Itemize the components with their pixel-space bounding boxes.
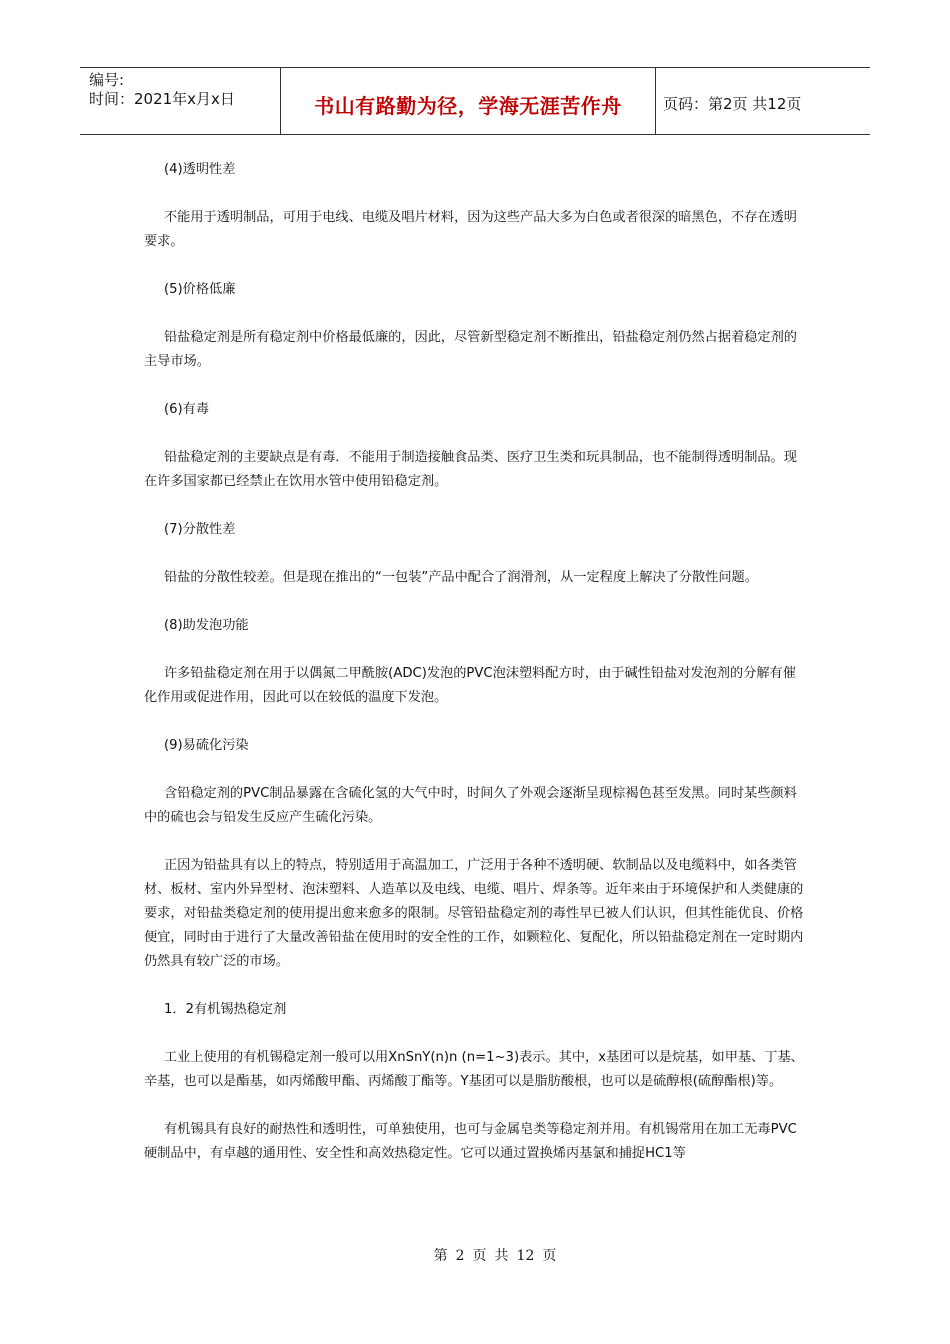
motto-text: 书山有路勤为径，学海无涯苦作舟 — [314, 93, 622, 118]
body-paragraph: 不能用于透明制品，可用于电线、电缆及唱片材料，因为这些产品大多为白色或者很深的暗黑色，不存在透明要求。 — [144, 210, 797, 249]
body-paragraph: 有机锡具有良好的耐热性和透明性，可单独使用，也可与金属皂类等稳定剂并用。有机锡常用在加工无毒PVC硬制品中，有卓越的通用性、安全性和高效热稳定性。它可以通过置换烯丙基氯和捕捉HC1等 — [144, 1122, 797, 1161]
section-heading: (7)分散性差 — [164, 522, 236, 537]
header-page-info — [656, 68, 870, 134]
body-paragraph: 含铅稳定剂的PVC制品暴露在含硫化氢的大气中时，时间久了外观会逐渐呈现棕褐色甚至发黑。同时某些颜料中的硫也会与铅发生反应产生硫化污染。 — [144, 786, 797, 825]
page-info-text: 页码：第2页 共12页 — [663, 94, 802, 113]
header-motto-cell — [281, 68, 656, 134]
body-paragraph: 工业上使用的有机锡稳定剂一般可以用XnSnY(n)n (n=1~3)表示。其中，x基团可以是烷基，如甲基、丁基、辛基，也可以是酯基，如丙烯酸甲酯、丙烯酸丁酯等。Y基团可以是脂肪酸根，也可以是硫醇根(硫醇酯根)等。 — [144, 1050, 804, 1089]
page-header — [80, 67, 870, 135]
section-heading: (4)透明性差 — [164, 162, 236, 177]
body-paragraph: 铅盐稳定剂的主要缺点是有毒．不能用于制造接触食品类、医疗卫生类和玩具制品，也不能制得透明制品。现在许多国家都已经禁止在饮用水管中使用铅稳定剂。 — [144, 450, 797, 489]
section-heading: (5)价格低廉 — [164, 282, 236, 297]
header-meta — [80, 68, 281, 134]
footer-total-pages: 12 — [516, 1248, 535, 1264]
section-heading: (9)易硫化污染 — [164, 738, 249, 753]
page-footer — [0, 1245, 950, 1265]
time-label: 时间：2021年x月x日 — [89, 90, 235, 108]
body-paragraph: 铅盐的分散性较差。但是现在推出的“一包装”产品中配合了润滑剂，从一定程度上解决了分散性问题。 — [164, 570, 758, 585]
section-heading: (6)有毒 — [164, 402, 210, 417]
footer-word-ye: 页 — [472, 1248, 487, 1264]
section-heading: 1．2有机锡热稳定剂 — [164, 1002, 287, 1017]
body-paragraph: 许多铅盐稳定剂在用于以偶氮二甲酰胺(ADC)发泡的PVC泡沫塑料配方时，由于碱性铅盐对发泡剂的分解有催化作用或促进作用，因此可以在较低的温度下发泡。 — [144, 666, 796, 705]
document-body — [144, 158, 804, 1190]
body-paragraph: 正因为铅盐具有以上的特点，特别适用于高温加工，广泛用于各种不透明硬、软制品以及电缆料中，如各类管材、板材、室内外异型材、泡沫塑料、人造革以及电线、电缆、唱片、焊条等。近年来由于环境保护和人类健康的要求，对铅盐类稳定剂的使用提出愈来愈多的限制。尽管铅盐稳定剂的毒性早已被人们认识，但其性能优良、价格便宜，同时由于进行了大量改善铅盐在使用时的安全性的工作，如颗粒化、复配化，所以铅盐稳定剂在一定时期内仍然具有较广泛的市场。 — [144, 858, 804, 969]
number-label: 编号: — [89, 71, 125, 89]
footer-word-di: 第 — [433, 1248, 448, 1264]
body-paragraph: 铅盐稳定剂是所有稳定剂中价格最低廉的，因此，尽管新型稳定剂不断推出，铅盐稳定剂仍然占据着稳定剂的主导市场。 — [144, 330, 797, 369]
footer-word-gong: 共 — [494, 1248, 509, 1264]
section-heading: (8)助发泡功能 — [164, 618, 249, 633]
footer-word-ye2: 页 — [542, 1248, 557, 1264]
footer-page-number: 2 — [455, 1248, 465, 1264]
